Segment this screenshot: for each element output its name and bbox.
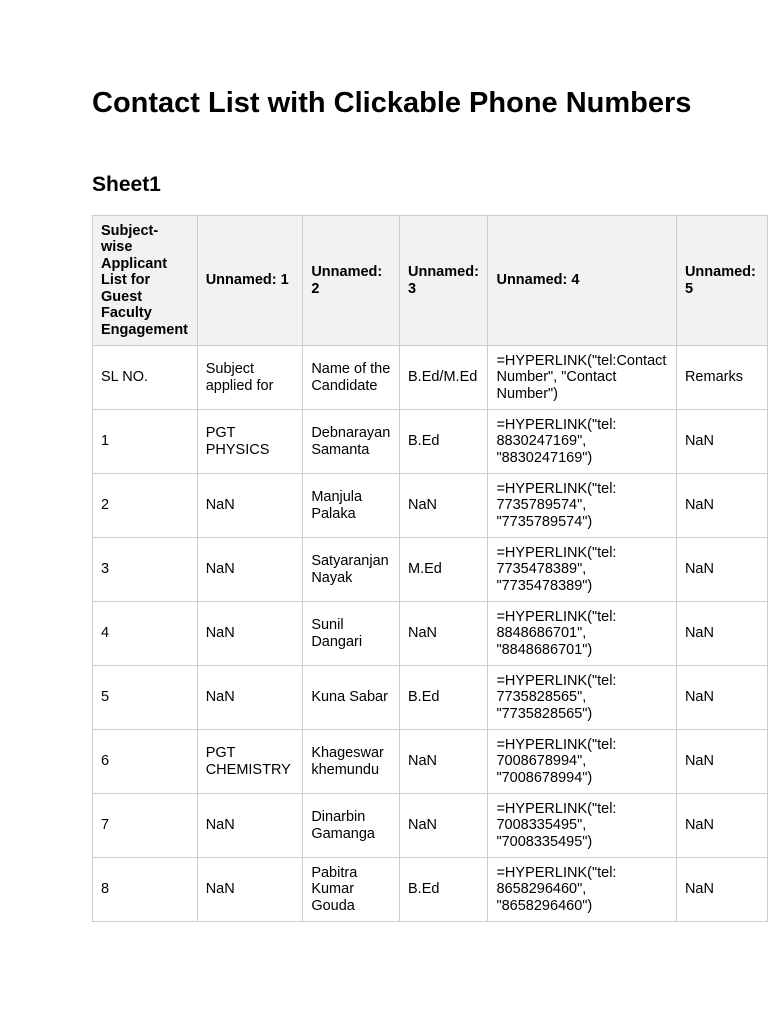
table-row [93, 858, 768, 922]
table-row [93, 474, 768, 538]
table-cell: =HYPERLINK("tel: 7735478389", "7735478389") [488, 538, 676, 602]
table-cell: NaN [676, 538, 767, 602]
table-cell: =HYPERLINK("tel: 8830247169", "8830247169") [488, 410, 676, 474]
table-cell: NaN [676, 794, 767, 858]
table-cell: =HYPERLINK("tel: 8658296460", "8658296460") [488, 858, 676, 922]
table-cell: 6 [93, 730, 198, 794]
table-cell: NaN [197, 602, 303, 666]
table-cell: 3 [93, 538, 198, 602]
table-cell: =HYPERLINK("tel: 7735828565", "7735828565") [488, 666, 676, 730]
page-title: Contact List with Clickable Phone Numbers [92, 87, 692, 119]
table-cell: NaN [197, 538, 303, 602]
table-cell: =HYPERLINK("tel: 7008335495", "7008335495") [488, 794, 676, 858]
table-cell: NaN [676, 602, 767, 666]
table-cell: =HYPERLINK("tel: 7735789574", "7735789574") [488, 474, 676, 538]
column-header: Unnamed: 5 [676, 216, 767, 346]
table-cell: NaN [197, 858, 303, 922]
table-body [93, 346, 768, 922]
column-header: Unnamed: 1 [197, 216, 303, 346]
table-cell: NaN [400, 794, 488, 858]
table-cell: NaN [400, 602, 488, 666]
table-cell: NaN [197, 794, 303, 858]
table-cell: NaN [676, 666, 767, 730]
column-header: Subject-wise Applicant List for Guest Faculty Engagement [93, 216, 198, 346]
table-cell: NaN [400, 730, 488, 794]
table-cell: Sunil Dangari [303, 602, 400, 666]
table-cell: NaN [197, 474, 303, 538]
table-cell: 5 [93, 666, 198, 730]
table-cell: NaN [676, 410, 767, 474]
table-cell: PGT CHEMISTRY [197, 730, 303, 794]
data-table [92, 215, 768, 922]
table-cell: NaN [197, 666, 303, 730]
table-cell: Khageswar khemundu [303, 730, 400, 794]
table-row [93, 730, 768, 794]
table-cell: Kuna Sabar [303, 666, 400, 730]
table-cell: NaN [676, 474, 767, 538]
table-cell: B.Ed/M.Ed [400, 346, 488, 410]
column-header: Unnamed: 4 [488, 216, 676, 346]
table-cell: 2 [93, 474, 198, 538]
table-row [93, 794, 768, 858]
table-cell: 1 [93, 410, 198, 474]
table-cell: Remarks [676, 346, 767, 410]
table-cell: Pabitra Kumar Gouda [303, 858, 400, 922]
table-cell: B.Ed [400, 858, 488, 922]
table-cell: Dinarbin Gamanga [303, 794, 400, 858]
table-row [93, 602, 768, 666]
table-cell: Manjula Palaka [303, 474, 400, 538]
table-cell: M.Ed [400, 538, 488, 602]
table-cell: 8 [93, 858, 198, 922]
table-cell: SL NO. [93, 346, 198, 410]
table-cell: NaN [400, 474, 488, 538]
table-header-row [93, 216, 768, 346]
table-cell: NaN [676, 730, 767, 794]
table-cell: =HYPERLINK("tel: 8848686701", "8848686701") [488, 602, 676, 666]
table-row [93, 346, 768, 410]
table-cell: Subject applied for [197, 346, 303, 410]
table-row [93, 538, 768, 602]
table-cell: =HYPERLINK("tel:Contact Number", "Contact Number") [488, 346, 676, 410]
table-cell: 4 [93, 602, 198, 666]
table-cell: Name of the Candidate [303, 346, 400, 410]
table-cell: PGT PHYSICS [197, 410, 303, 474]
table-cell: Satyaranjan Nayak [303, 538, 400, 602]
column-header: Unnamed: 3 [400, 216, 488, 346]
table-cell: B.Ed [400, 410, 488, 474]
table-cell: Debnarayan Samanta [303, 410, 400, 474]
table-cell: =HYPERLINK("tel: 7008678994", "7008678994") [488, 730, 676, 794]
table-cell: NaN [676, 858, 767, 922]
table-row [93, 666, 768, 730]
table-row [93, 410, 768, 474]
table-cell: 7 [93, 794, 198, 858]
column-header: Unnamed: 2 [303, 216, 400, 346]
table-cell: B.Ed [400, 666, 488, 730]
sheet-title: Sheet1 [92, 173, 161, 196]
